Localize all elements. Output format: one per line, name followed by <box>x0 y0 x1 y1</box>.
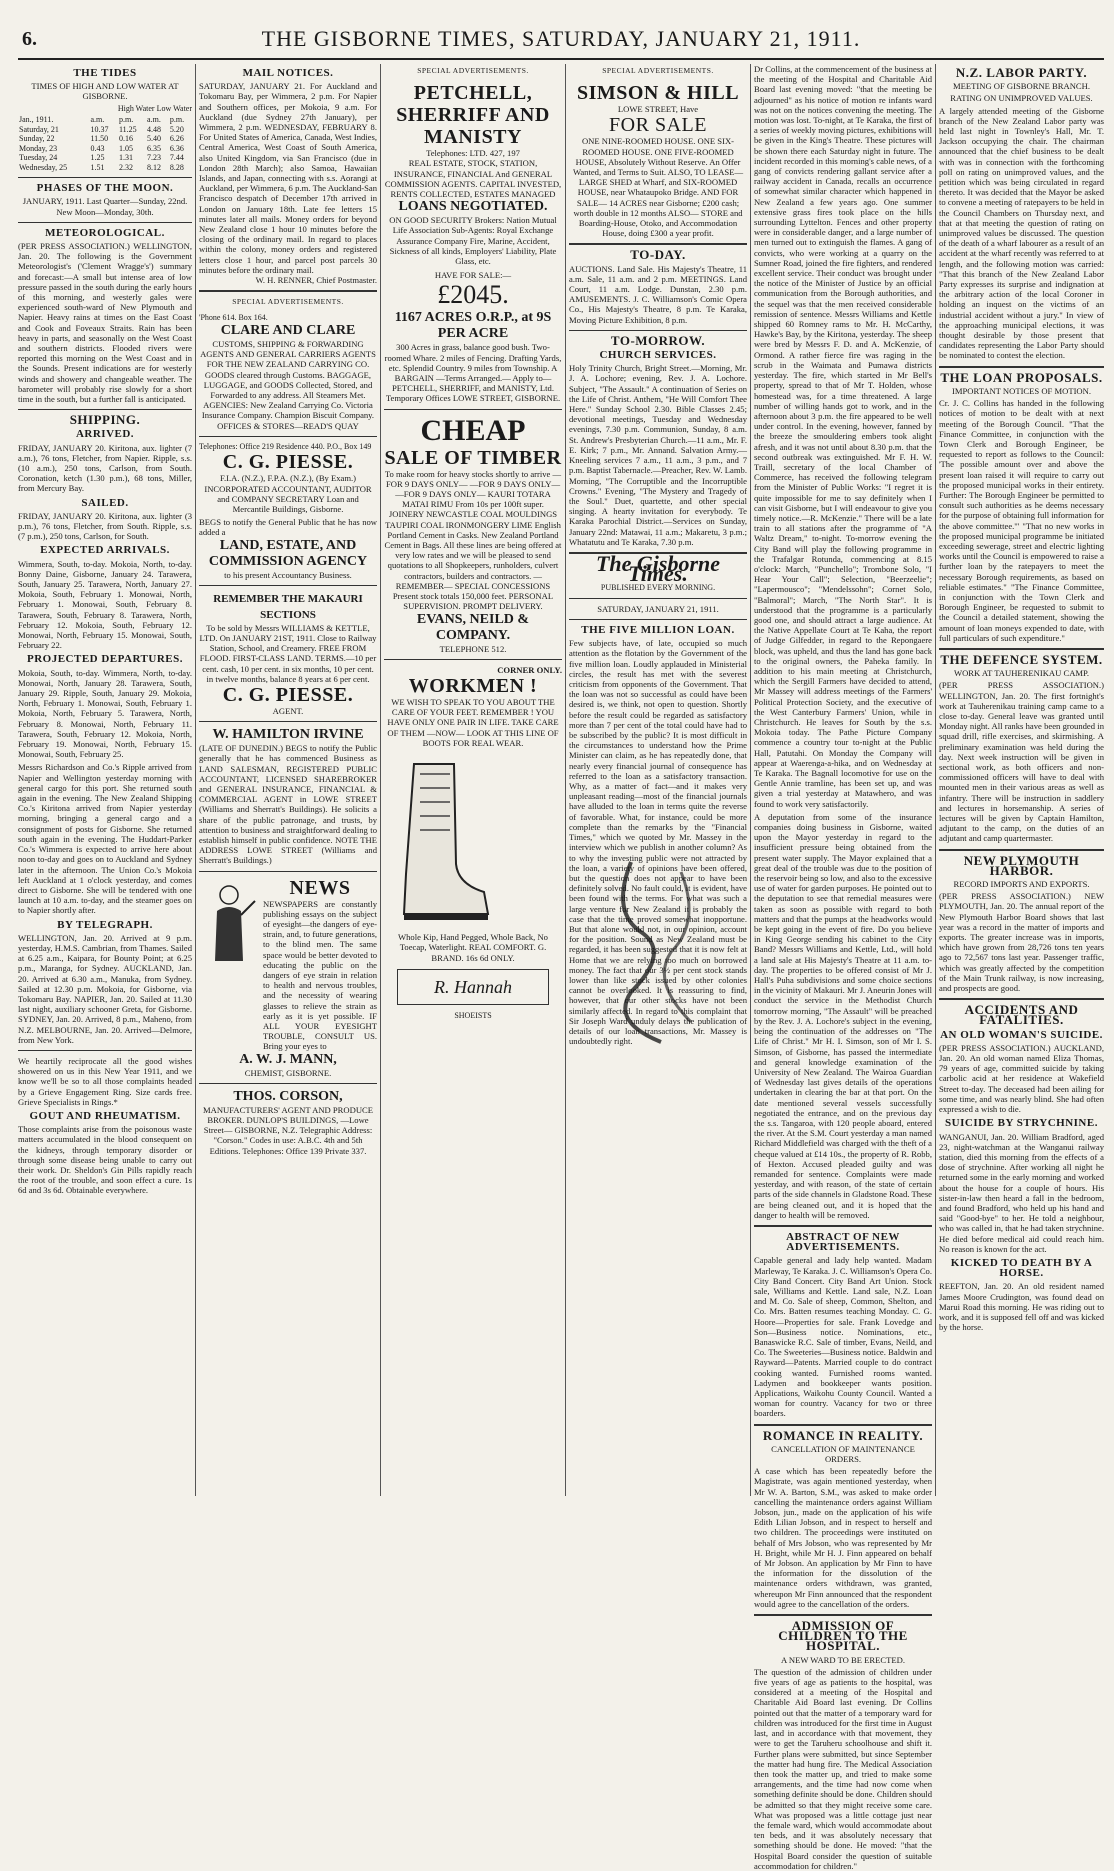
agent-label: AGENT. <box>272 705 304 716</box>
column-6 <box>939 64 1104 1496</box>
mail-text: SATURDAY, JANUARY 21. For Auckland and Tokomaru Bay, per Wimmera, 2 p.m. For Napier and Southern offices, per Mokoia, 9 a.m. For Auckland (due Sydney 27th January), per Wimmera, 2 p.m. WEDNESDAY, FEBRUARY 8. For United States of America, Canada, West Indies, Central America, West Coast of South America, also United Kingdom, via San Francisco (due in London 28th March); also Samoa, Hawaiian Islands, and Japan, connecting with s.s. Aorangi at Auckland, per Wimmera, 6 p.m. The Auckland-San Francisco despatch of December 17th arrived in London on January 18th. Late fee letters 15 minutes later all mails. Money orders for beyond New Zealand close 1 hour 10 minutes before the closing of the ordinary mail. In regard to places within the colony, money orders and registered letters close 1 hour, and parcel post parcels 30 minutes before the ordinary mail. <box>199 81 377 275</box>
mail-heading: MAIL NOTICES. <box>242 67 334 79</box>
corner-label: CORNER ONLY. <box>497 664 562 675</box>
table-row: Sunday, 22 11.50 0.16 5.40 6.26 <box>19 134 184 144</box>
tomorrow-heading: TO-MORROW. <box>610 332 706 348</box>
telegraph-text: WELLINGTON, Jan. 20. Arrived at 9 p.m. yesterday, H.M.S. Cambrian, from Thames. Sailed at 6.25 a.m., Kaipara, for Bounty Point; at 6.25 p.m., Maranga, for Sydney. AUCKLAND, Jan. 20. Arrived at 6.30 a.m., Manuka, from Sydney. Sailed at 12.30 p.m. Mokoia, for Gisborne, via Tokomaru Bay. NAPIER, Jan. 20. Sailed at 11.30 last night, auxiliary schooner Greta, for Gisborne. SYDNEY, Jan. 20. Arrived, 8 p.m., Maheno, from N.Z. MELBOURNE, Jan. 20. Arrived—Delmore, from New York. <box>18 932 192 1045</box>
column-4 <box>569 64 747 1496</box>
editorial-heading: THE FIVE MILLION LOAN. <box>581 624 735 637</box>
table-row: Wednesday, 25 1.51 2.32 8.12 8.28 <box>19 162 184 172</box>
projected-departures-heading: PROJECTED DEPARTURES. <box>27 653 183 666</box>
clare-text: CUSTOMS, SHIPPING & FORWARDING AGENTS AND GENERAL CARRIERS AGENTS FOR THE NEW ZEALAND CARRYING CO. GOODS cleared through Customs. BAGGAGE, LUGGAGE, and GOODS Collected, Stored, and Forwarded to any address. All Steamers Met. AGENCIES: New Zealand Carrying Co. Victoria Insurance Company. Champion Biscuit Company. OFFICES & STORES—READ'S QUAY <box>200 338 376 431</box>
gentleman-illustration-icon <box>199 881 259 971</box>
acres-line: 1167 ACRES O.R.P., at 9S PER ACRE <box>394 310 552 342</box>
cheap-heading: CHEAP <box>420 413 526 447</box>
loans-text: ON GOOD SECURITY Brokers: Nation Mutual Life Association Sub-Agents: Royal Exchange Assurance Company Fire, Marine, Accident, Sickness of all kinds, Employers' Liability, Plate Glass, etc. <box>389 215 557 267</box>
expected-arrivals-text: Wimmera, South, to-day. Mokoia, North, to-day. Bonny Daine, Gisborne, January 24. Tarawera, South, January 25. Tarawera, North, January 27. Mokoia, South, February 1. Monowai, North, February 1. Monowai, South, February 8. Tarawera, South, February 8. Tarawera, North, February 12. Mokoia, South, February 12. Monowai, North, February 15. Monowai, South, February 22. <box>18 558 192 651</box>
piesse-text: F.I.A. (N.Z.), F.P.A. (N.Z.), (By Exam.) INCORPORATED ACCOUNTANT, AUDITOR and COMPANY SECRETARY Loan and Mercantile Buildings, Gisborne. <box>204 473 372 514</box>
boot-illustration-icon <box>384 754 494 924</box>
meteorological-text: (PER PRESS ASSOCIATION.) WELLINGTON, Jan. 20. The following is the Government Meteorologist's ('Clement Wragge's') summary and forecast:—A small but intense area of low pressure passed in the south during the early hours of this morning, and westerly gales were experienced south-ward of New Plymouth and Napier. Heavy rains at times on the East Coast and Cook and Foveaux Straits. Rain has been heavy in parts, and seasonally on the West Coast and southern districts. Flooded rivers were reported this morning on the West Coast and in the Sounds. Present indications are for westerly winds and showery and changeable weather. The barometer will probably rise slowly for a short time in the south, but a further fall is anticipated. <box>18 240 192 404</box>
date-line: SATURDAY, JANUARY 21, 1911. <box>597 603 719 614</box>
simson-name: SIMSON & HILL <box>576 82 740 105</box>
admission-heading: ADMISSION OF CHILDREN TO THE HOSPITAL. <box>778 1618 908 1654</box>
for-sale-heading: FOR SALE <box>609 114 707 137</box>
special-ads-label: SPECIAL ADVERTISEMENTS. <box>417 66 529 75</box>
makauri-heading: REMEMBER THE MAKAURI SECTIONS <box>213 592 363 621</box>
land-intro: BEGS to notify the General Public that he has now added a <box>199 517 377 538</box>
harbor-heading: NEW PLYMOUTH HARBOR. <box>963 852 1080 878</box>
today-text: AUCTIONS. Land Sale. His Majesty's Theatre, 11 a.m. Sale, 11 a.m. and 2 p.m. MEETINGS. Land Court, 11 a.m. Lodge. Dunstan, 2.30 p.m. AMUSEMENTS. J. C. Williamson's Comic Opera Co., His Majesty's Theatre, 8 p.m. Te Karaka, Moving Picture Exhibition, 8 p.m. <box>569 263 747 325</box>
gout-heading: GOUT AND RHEUMATISM. <box>29 1109 181 1122</box>
clare-phone: 'Phone 614. Box 164. <box>199 313 268 323</box>
labor-heading: N.Z. LABOR PARTY. <box>955 65 1088 80</box>
kicked-heading: KICKED TO DEATH BY A HORSE. <box>950 1256 1093 1280</box>
page-number: 6. <box>22 28 37 50</box>
mann-label: CHEMIST, GISBORNE. <box>244 1067 332 1078</box>
moon-text: JANUARY, 1911. Last Quarter—Sunday, 22nd. New Moon—Monday, 30th. <box>22 196 188 217</box>
admission-text: The question of the admission of children under five years of age as patients to the hospital, was considered at a meeting of the Hospital and Charitable Aid Board last evening. Dr Collins pointed out that the matter of a temporary ward for children was introduced for the first time in August last, and in accordance with that movement, they were to get the Taruheru schoolhouse and shift it. Further plans were submitted, but since September the matter had hung fire. The Medical Association then took the matter up, and tried to make some arrangements, and the time had now come when something definite should be done. Children should be admitted so that they might receive some care. What was proposed was a little cottage just near the female ward, which would accommodate about ten beds, and it was absolutely necessary that something should be done. He moved: "that the Hospital Board consider the question of suitable accommodation for children." <box>754 1666 932 1871</box>
admission-subheading: A NEW WARD TO BE ERECTED. <box>781 1654 905 1665</box>
timber-text: To make room for heavy stocks shortly to arrive —FOR 9 DAYS ONLY— —FOR 9 DAYS ONLY— —FOR 9 DAYS ONLY— KAURI TOTARA MATAI RIMU From 10s per 100ft super. JOINERY NEWCASTLE COAL MOULDINGS TAUPIRI COAL IRONMONGERY LIME English Portland Cement in Casks. New Zealand Portland Cement in Bags. All these lines are being offered at very low rates and we will be pleased to send quotations to all Shopkeepers, runholders, culvert contractors, builders and contractors. —REMEMBER— SPECIAL CONCESSIONS Present stock totals 150,000 feet. PERSONAL SUPERVISION. PROMPT DELIVERY. <box>384 468 562 612</box>
romance-heading: ROMANCE IN REALITY. <box>762 1427 924 1443</box>
local-news-text: Dr Collins, at the commencement of the business at the meeting of the Hospital and Charitable Aid Board last evening moved: "that the meeting be adjourned" as his notice of motion re infants ward was not on the notices convening the meeting. The motion was lost. To-night, at Te Karaka, the first of a series of weekly moving pictures, exhibitions will be given in the King's Theatre. These pictures will be shown there each Saturday night in future. The incident recorded in this morning's cable news, of a gang of convicts rendering gallant service after a railway accident in Canada, recalls an occurrence of somewhat similar character which happened in New Zealand a few years ago. One summer extensive grass fires took place on the hills surrounding Lyttelton. Fences and other property were in considerable danger, and a large number of men turned out to extinguish the flames. A gang of convicts, who were working at a quarry on the Sumner Road, joined the fire fighters, and rendered excellent service. Their conduct was brought under the notice of the Minister of Justice by an official communication from the Borough authorities, and the sequel was that the men received considerable remission of sentence. Messrs Williams and Kettle shipped 60 Romney rams to Mr. H. McCarthy, Hawke's Bay, by the Kiritona, yesterday. The sheep were bred by Messrs F. D. and A. McKenzie, of Ormond. A rather fierce fire was raging in the scrub in the Waimata and Pumawa districts yesterday. The fire, which started in Mr Bell's property, spread to that of Mr T. Holden, whose homestead was, for a time threatened. A large number of willing hands got to work, and in the afternoon about 3 p.m. the fire appeared to be well under control. In the evening, however, fanned by the breeze the smouldering embers took alight afresh, and it was not until about 8.30 p.m. that the second outbreak was extinguished. Mr F. H. W. Traill, secretary of the local Chamber of Commerce, has received the following telegram from the Minister of Public Works: "I regret it is quite impossible for me to say definitely when I can visit Gisborne, but I will endeavour to give you timely notice.—R. McKenzie." There will be a late train to all stations after the programme of "A Waltz Dream," to-night. To-morrow evening the City Band will play the following programme in the Trafalgar Rotunda, commencing at 8.15 o'clock: March, "Punchello"; Trombone Solo, "I Hear Your Call"; Selection, "Beerzeelie"; "Lapermousco"; "Mendelssohn"; Cornet Solo, "Balmoral"; March, "The North Star". It is understood that the programme is a particularly good one, and should attract a large audience. At the Native Appellate Court at Te Kaha, the report of Judge Gilfedder, in regard to the Repongaere block, was upheld, and thus the land has gone back to the original owners, the Paheka family. In addition to his main meeting at Christchurch, which the Sergill Farmers have decided to attend, Mr Massey will address meetings of the Farmers' Political Protection Society, and the executive of the West Canterbury Farmers' Union, while in Christchurch. He leaves for South by the s.s. Mokoia today. The Pathe Picture Company commence a country tour to-night at the Public Hall, Patutahi. On Monday the Company will appear at Waerenga-a-hika, and on Wednesday at Te Karaka. The Bagnall locomotive for use on the Gentle Annie tramline, has been set up, and was given a trial yesterday at Matawhero, and was found to work very satisfactorily. <box>754 64 932 809</box>
loan-text: Cr. J. C. Collins has handed in the following notices of motion to be dealt with at next meeting of the Borough Council. "That the Finance Committee, in conjunction with the Town Clerk and Borough Engineer, be requested to report as follows to the Council: 'The possible amount over and above the present loan raised it will require to carry out the proposed municipal works in their entirety. Further: The Borough Engineer be permitted to consult such authorities as he deems necessary for the purpose of obtaining full information for the above committee.'" "That no new works in the proposed municipal programme be initiated exceeding sewerage, street and electric lighting works until the Council is empowered to raise a further loan by the ratepayers to meet the necessary Borough requirements, as based on reliable estimates." "The Finance Committee, in conjunction with the Town Clerk and Borough Engineer, be requested to submit to the Council a detailed statement, showing the amount of loan moneys expended to date, with full particulars of such expenditure." <box>939 398 1104 643</box>
clare-name: CLARE AND CLARE <box>220 322 356 338</box>
piesse-name: C. G. PIESSE. <box>222 451 354 474</box>
table-row: Tuesday, 24 1.25 1.31 7.23 7.44 <box>19 153 184 163</box>
strychnine-text: WANGANUI, Jan. 20. William Bradford, aged 23, night-watchman at the Wanganui railway station, died this morning from the effects of a dose of strychnine. After working all night he returned some in the early morning and worked about the house for a couple of hours. His sister-in-law then heard a fall in the bedroom, and found Bradford, who held up his hand and said "Good-bye" to her. He told a neighbour, who was called in, that he had taken strychnine. He died before medical aid could reach him. No reason is known for the act. <box>939 1131 1104 1254</box>
deputation-text: A deputation from some of the insurance companies doing business in Gisborne, waited upon the Mayor yesterday in regard to the insufficient pressure being obtained from the present water supply. The Mayor explained that a great deal of the trouble was due to the position of the reservoir being so low, and also to the excessive use of water for garden purposes. He pointed out to the deputation to see that remedial measures were taken as soon as possible with regard to both matters and that the pumps at the headworks would be kept going in the event of fire. Do you believe in King George sending his cabinet to the City Band? Messrs Williams and Kettle, Ltd., will hold a land sale at His Majesty's Theatre at 11 a.m. to-day. The properties to be offered consist of Mr J. Hall's Puha subdivisions and some choice sections in the vicinity of Makauri. Mr J. Aneurin Jones will conduct the service in the Methodist Church tomorrow morning, "The Assault" will be preached by the Rev. J. A. Lochore's subject in the evening, being the continuation of the addresses on "The Life of Christ." Mr H. I. Simson, son of Mr I. S. Simson, of Gisborne, has passed the intermediate and general knowledge examination of the University of New Zealand. The Wairoa Guardian of Wednesday last gives details of the operations undertaken in clearing the bar at that port. On the date mentioned several vessels successfully negotiated the entrance, and on the previous day the s.s. Tangaroa, with 120 people aboard, entered the river. At the S.M. Court yesterday a man named Richard Middlefield was charged with the theft of a cheque valued at £14 10s., the property of R. Robb, of Hexton. Accused pleaded guilty and was remanded for sentence. Complaints were made yesterday, and with reason, of the state of certain parts of the side channels in Gladstone Road. These are being cleaned out, and it is hoped that the danger to health will be removed. <box>754 811 932 1220</box>
harbor-subheading: RECORD IMPORTS AND EXPORTS. <box>953 879 1090 890</box>
today-heading: TO-DAY. <box>630 247 686 263</box>
romance-subheading: CANCELLATION OF MAINTENANCE ORDERS. <box>771 1443 915 1465</box>
simson-text: ONE NINE-ROOMED HOUSE. ONE SIX-ROOMED HOUSE. ONE FIVE-ROOMED HOUSE, Absolutely Without Reserve. An Offer Wanted, and Terms to Suit. ALSO, TO LEASE— LARGE SHED at Wharf, and SIX-ROOMED HOUSE, near Whataupoko Bridge. AND FOR SALE— 14 ACRES near Gisborne; £200 cash; worth double in 12 months ALSO— STORE and Boarding-House, Otoko, and Accommodation House, doing £300 a year profit. <box>572 136 744 239</box>
arrived-heading: ARRIVED. <box>75 428 135 441</box>
acres-detail: 300 Acres in grass, balance good bush. Two-roomed Whare. 2 miles of Fencing. Drafting Yards, etc. Splendid Country. 9 miles from Township. A BARGAIN —Terms Arranged.— Apply to— PETCHELL, SHERRIFF, and MANISTY, Ltd. Temporary Offices LOWE STREET, GISBORNE. <box>384 342 562 404</box>
projected-departures-text: Mokoia, South, to-day. Wimmera, North, to-day. Monowai, North, January 28. Tarawera, South, January 29. Ripple, South, January 29. Mokoia, North, February 1. Monowai, South, February 1. Mokoia, North, February 5. Tarawera, North, February 8. Monowai, North, February 11. Tarawera, South, February 12. Mokoia, North, February 19. Monowai, North, February 15. Monowai, South, February 25. <box>18 667 192 760</box>
sale-label: HAVE FOR SALE:— <box>434 270 512 281</box>
corson-name: THOS. CORSON, <box>233 1088 343 1104</box>
defence-text: (PER PRESS ASSOCIATION.) WELLINGTON, Jan. 20. The first fortnight's work at Tauherenikau training camp came to a close to-day. General leave was granted until Monday night. All ranks have been grounded in squad drill, rifle exercises, and skirmishing. A preliminary examination was held during the day. Next week instruction will be given in sectional work, as both officers and non-commissioned officers will have to deal with mounted men in their various areas as well as infantry. There will be instruction in saddlery and lectures in horsemanship. A series of lectures will be given by Captain Hamilton, adjutant to the camp, on the duties of an adjutant and camp quartermaster. <box>939 680 1104 844</box>
abstract-heading: ABSTRACT OF NEW ADVERTISEMENTS. <box>786 1230 900 1254</box>
petchell-telephones: Telephones: LTD. 427, 197 <box>426 148 520 159</box>
column-rule <box>935 64 936 1496</box>
rings-notice: We heartily reciprocate all the good wishes showered on us in this New Year 1911, and we know we'll be so to all those complaints headed by a Grieve Engagement Ring. Size cards free. Grieve Specialists in Rings.* <box>18 1055 192 1107</box>
defence-heading: THE DEFENCE SYSTEM. <box>940 651 1103 667</box>
column-5 <box>754 64 932 1871</box>
column-rule <box>565 64 566 1496</box>
column-3 <box>384 64 562 1496</box>
loan-subheading: IMPORTANT NOTICES OF MOTION. <box>951 385 1091 396</box>
simson-address: LOWE STREET, Have <box>617 104 699 115</box>
column-1 <box>18 64 192 1496</box>
page-title: THE GISBORNE TIMES, SATURDAY, JANUARY 21, 1911. <box>261 26 861 51</box>
special-ads-label: SPECIAL ADVERTISEMENTS. <box>602 66 714 75</box>
suicide-text: (PER PRESS ASSOCIATION.) AUCKLAND, Jan. 20. An old woman named Eliza Thomas, 79 years of age, committed suicide by taking carbolic acid at her residence at Wakefield Street to-day. The deceased had been ailing for some time, and was nearly blind. She had often expressed a wish to die. <box>939 1042 1104 1115</box>
table-row: Saturday, 21 10.37 11.25 4.48 5.20 <box>19 124 184 134</box>
irvine-text: (LATE OF DUNEDIN.) BEGS to notify the Public generally that he has commenced Business as LAND SALESMAN, REGISTERED PUBLIC ACCOUNTANT, LICENSED SHAREBROKER and GENERAL INSURANCE, FINANCIAL & COMMERCIAL AGENT in LOWE STREET (Williams and Sherratt's Buildings). He solicits a share of the public patronage, and trusts, by attention to business and straightforward dealing to establish himself in public confidence. NOTE THE ADDRESS LOWE STREET (Williams and Sherratt's Buildings.) <box>199 743 377 866</box>
special-ads-label: SPECIAL ADVERTISEMENTS. <box>232 297 344 307</box>
evans-name: EVANS, NEILD & COMPANY. <box>416 611 530 643</box>
expected-arrivals-heading: EXPECTED ARRIVALS. <box>40 544 170 557</box>
published-line: PUBLISHED EVERY MORNING. <box>600 583 716 593</box>
mann-name: A. W. J. MANN, <box>239 1051 337 1067</box>
workmen-heading: WORKMEN ! <box>408 674 538 697</box>
land-tail: to his present Accountancy Business. <box>224 569 352 580</box>
labor-text: A largely attended meeting of the Gisborne branch of the New Zealand Labor party was held last night in Townley's Hall, Mr. T. Jackson occupying the chair. The chairman announced that the chief business to be dealt with was in connection with the forthcoming poll on rating on unimproved values, and the petition which was being circulated in regard thereto. It was decided that the Mayor be asked to convene a meeting of ratepayers to be held in the Council Chambers on Thursday next, and that at that meeting the question of rating on unimproved values be discussed. The question of the death of a wharf labourer as a result of an accident at the wharf recently was referred to at length, and the following motion was carried: "That this branch of the New Zealand Labor Party expresses its surprise and indignation at the arbitrary action of the local Coroner in holding an inquest on the victims of an industrial accident without a jury." In view of the approaching municipal elections, it was thought desirable by those present that candidates representing the Labor Party should be nominated to contest the election. <box>939 105 1104 361</box>
meteorological-heading: METEOROLOGICAL. <box>45 226 165 239</box>
masthead <box>18 22 1104 60</box>
sale-price: £2045. <box>437 280 509 310</box>
table-row: Monday, 23 0.43 1.05 6.35 6.36 <box>19 143 184 153</box>
agent-name: C. G. PIESSE. <box>222 683 354 706</box>
piesse-telephones: Telephones: Office 219 Residence 440. P.O., Box 149 <box>199 441 372 451</box>
tides-table <box>18 115 192 172</box>
column-2 <box>199 64 377 1496</box>
sailed-heading: SAILED. <box>81 496 129 509</box>
hannah-label: SHOEISTS <box>454 1010 492 1020</box>
loans-heading: LOANS NEGOTIATED. <box>398 199 548 215</box>
tides-column-labels: High Water Low Water <box>117 103 192 113</box>
petchell-name: PETCHELL, SHERRIFF AND MANISTY <box>396 82 550 149</box>
telegraph-heading: BY TELEGRAPH. <box>57 918 153 931</box>
irvine-name: W. HAMILTON IRVINE <box>212 727 364 743</box>
tides-subheading: TIMES OF HIGH AND LOW WATER AT GISBORNE. <box>31 81 179 102</box>
suicide-heading: AN OLD WOMAN'S SUICIDE. <box>940 1028 1103 1041</box>
harbor-text: (PER PRESS ASSOCIATION.) NEW PLYMOUTH, Jan. 20. The annual report of the New Plymouth Harbor Board shows that last year was a record in the matter of imports and exports. The greater increase was in imports, which have grown from 28,726 tons ten years ago to 72,567 tons last year. Passenger traffic, which was greatly affected by the competition of the Main Trunk railway, is now increasing, and prospects are good. <box>939 891 1104 994</box>
news-text: NEWSPAPERS are constantly publishing essays on the subject of eyesight—the dangers of eye-strain, and, to future generations, to the blind men. The same space would be better devoted to educating the public on the dangers of eye strain in relation to health and nervous troubles, and the necessity of wearing glasses to relieve the strain as early as it is yet possible. IF ALL YOUR EYESIGHT TROUBLE, CONSULT US. Bring your eyes to <box>263 898 377 1052</box>
times-title: The Gisborne Times. <box>595 550 721 587</box>
petchell-text: REAL ESTATE, STOCK, STATION, INSURANCE, FINANCIAL And GENERAL COMMISSION AGENTS. CAPITAL INVESTED, RENTS COLLECTED, ESTATES MANAGED <box>384 158 562 200</box>
moon-heading: PHASES OF THE MOON. <box>36 182 174 195</box>
editorial-text: Few subjects have, of late, occupied so much attention as the flotation by the Government of the five million loan. Loudly applauded in Ministerial circles, the result has met with the severest criticism from opponents of the Government. That the loan was not so successful as could have been desired is, we think, not open to question. Shortly before the result could be regarded as satisfactory more than 7 per cent of the total could have had to be subscribed by the public? It is most difficult in the circumstances to understand how the Prime Minister can claim, as he has repeatedly done, that nearly every financial journal of consequence has referred to the loan as a satisfactory transaction. Why, as a matter of fact—and it makes very unpleasant reading—most of the financial journals have alluded to the loan in terms quite the reverse of favorable. What, for instance, could be more complete than the remarks by the "Financial Times," which we quoted by Mr. Massey in the interview which we publish in another column? As to why the investing public were not attracted by the loan, a variety of opinions have been offered, but the question does not appear to have been definitely solved. No fault could, it is evident, have been found with the terms. For what was such a large venture for New Zealand it is probably the case that the time proved somewhat inopportune. But that alone would not, in our opinion, account for the position. Sound as New Zealand must be regarded, it has been suggested that it is now felt at Home that we are relying too much on borrowed money. The fact that our 3½ per cent stock stands lower than like stock issued by other colonies cannot be overlooked. It is reassuring to find, however, that our other stocks have not been similarly affected. In regard to this complaint that Sir Joseph Ward unduly delays the publication of details of our loan transactions, Mr. Massey is undoubtedly right. <box>569 638 747 1047</box>
tides-heading: THE TIDES <box>73 67 137 79</box>
shipping-heading: SHIPPING. <box>69 412 141 428</box>
news-heading: NEWS <box>289 876 351 899</box>
evans-telephone: TELEPHONE 512. <box>439 643 507 654</box>
romance-text: A case which has been repeatedly before the Magistrate, was again mentioned yesterday, when Mr W. A. Barton, S.M., was asked to make order cancelling the maintenance orders against William Jobson, jun., made on the application of his wife Edith Lilian Jobson, and in respect to herself and two children. The proceedings were instituted on behalf of Mrs Jobson, who was represented by Mr H. Bright, while Mr H. J. Finn appeared on behalf of Mr Jobson. An application by Mr Finn to have the information for the dissolution of the maintenance orders withdrawn, was granted, whereupon Mr Finn announced that the respondent would agree to the cancellation of the orders. <box>754 1466 932 1609</box>
mail-signature: W. H. RENNER, Chief Postmaster. <box>255 275 377 286</box>
column-rule <box>380 64 381 1496</box>
labor-subheading: MEETING OF GISBORNE BRANCH. <box>952 81 1091 92</box>
table-row: Jan., 1911. a.m. p.m. a.m. p.m. <box>19 115 185 125</box>
loan-heading: THE LOAN PROPOSALS. <box>940 369 1103 385</box>
abstract-text: Capable general and lady help wanted. Madam Marleway, Te Karaka. J. C. Williamson's Opera Co. City Band Concert. City Band Art Union. Stock sale, Williams and Kettle. Land sale, N.Z. Loan and M. Co. Sale of sheep, Common, Shelton, and Co. Mrs. Batten resumes teaching Monday. C. G. Hoore—Properties for sale. Frank Lovedge and Son—Business notice. Nominations, etc., Banaswicke R.C. Sale of timber, Evans, Neild, and Co. The Sweeteries—Business notice. Baldwin and Rayward—Patents. Married couple to do contract cooking wanted. Furnished rooms wanted. Ladymen and bookkeeper wants position. Applications, Waikohu County Council. Wanted a woman for country. Vacancy for two or three boarders. <box>754 1255 932 1419</box>
hannah-signature: R. Hannah <box>397 969 549 1005</box>
sailed-text: FRIDAY, JANUARY 20. Kiritona, aux. lighter (3 p.m.), 76 tons, Fletcher, from South. Ripple, s.s. (7 p.m.), 250 tons, Carlson, for South. <box>18 510 192 542</box>
defence-subheading: WORK AT TAUHERENIKAU CAMP. <box>953 668 1090 679</box>
strychnine-heading: SUICIDE BY STRYCHNINE. <box>945 1117 1098 1130</box>
column-rule <box>195 64 196 1496</box>
corson-text: MANUFACTURERS' AGENT AND PRODUCE BROKER. DUNLOP'S BUILDINGS, —Lowe Street— GISBORNE, N.Z. Telegraphic Address: "Corson." Codes in use: A.B.C. 4th and 5th Editions. Telephones: Office 139 Private 337. <box>202 1104 374 1156</box>
shipping-news-text: Messrs Richardson and Co.'s Ripple arrived from Napier and Wellington yesterday morning with general cargo for this port. She returned south again in the evening. The New Zealand Shipping Co.'s Kiritona arrived from Napier yesterday morning, bringing a general cargo and a consignment of posts for Gisborne. She returned south again in the evening. The Huddart-Parker Co.'s Wimmera is expected to arrive here about noon to-day and goes on to Auckland and Sydney later in the afternoon. The Union Co.'s Mokoia left Auckland at 1 o'clock yesterday, and comes direct to Gisborne. She will be tendered with one launch at 10 a.m. to-day, and the steamer goes on to Napier shortly after. <box>18 762 192 916</box>
gout-text: Those complaints arise from the poisonous waste matters accumulated in the blood consequent on the kidneys, through temporary disorder or through some disease being unable to carry out their work. Dr. Sheldon's Gin Pills rapidly reach the root of the trouble, and soon effect a cure. 1s 6d and 3s 6d. Obtainable everywhere. <box>18 1124 192 1196</box>
church-heading: CHURCH SERVICES. <box>599 349 717 362</box>
land-heading: LAND, ESTATE, AND COMMISSION AGENCY <box>208 537 368 569</box>
rating-subheading: RATING ON UNIMPROVED VALUES. <box>950 93 1093 104</box>
accidents-heading: ACCIDENTS AND FATALITIES. <box>964 1002 1079 1028</box>
boot-caption: Whole Kip, Hand Pegged, Whole Back, No Toecap, Waterlight. REAL COMFORT. G. BRAND. 16s 6d ONLY. <box>398 932 548 963</box>
column-rule <box>750 64 751 1496</box>
newspaper-page <box>18 22 1104 1871</box>
timber-heading: SALE OF TIMBER <box>384 446 562 469</box>
kicked-text: REEFTON, Jan. 20. An old resident named James Moore Crudington, was found dead on Marui Road this morning. He was riding out to work, and it is supposed fell off and was kicked by the horse. <box>939 1281 1104 1333</box>
workmen-text: WE WISH TO SPEAK TO YOU ABOUT THE CARE OF YOUR FEET. REMEMBER ! YOU HAVE ONLY ONE PAIR IN LIFE. TAKE CARE OF THEM —NOW— LOOK AT THIS LINE OF BOOTS FOR REAL WEAR. <box>387 696 559 748</box>
makauri-text: To be sold by Messrs WILLIAMS & KETTLE, LTD. On JANUARY 21ST, 1911. Close to Railway Station, School, and Creamery. FREE FROM FLOOD. FIRST-CLASS LAND. TERMS.—10 per cent. cash, 10 per cent. in six months, 10 per cent. in twelve months, balance 8 years at 6 per cent. <box>199 622 377 684</box>
church-text: Holy Trinity Church, Bright Street.—Morning, Mr. J. A. Lochore; evening, Rev. J. A. Lochore. Subject, "The Assault." A continuation of Series on the Life of Christ. Anthem, "He Will Comfort Thee Here." Sunday School 2.30. Bible Classes 2.45; devotional meetings, Tuesday and Wednesday evenings, 7.30 p.m. Communion, Sunday, 8 a.m. St. Andrew's Presbyterian Church.—11 a.m., Mr. F. E. Kirk; 7 p.m., Mr. Annand. Salvation Army.—Kneeling services 7 a.m., 11 a.m., 3 p.m., and 7 p.m. Baptist Tabernacle.—Preacher, Rev. W. Lamb. Morning, "The Corruptible and the Incorruptible Crowns." Evening, "The Mystery and Tragedy of the Soul." Duet, quartette, and other special singing. A hearty invitation for everybody. Te Karaka Parochial District.—Services on Sunday, January 22nd: Matawai, 11 a.m.; Makaretu, 3 p.m.; Whatatutu and Te Karaka, 7.30 p.m. <box>569 363 747 547</box>
arrived-text: FRIDAY, JANUARY 20. Kiritona, aux. lighter (7 a.m.), 76 tons, Fletcher, from Napier. Ripple, s.s. (10 a.m.), 250 tons, Carlson, from South. Coronation, ketch (1.30 p.m.), 68 tons, Miller, from Mercury Bay. <box>18 442 192 494</box>
